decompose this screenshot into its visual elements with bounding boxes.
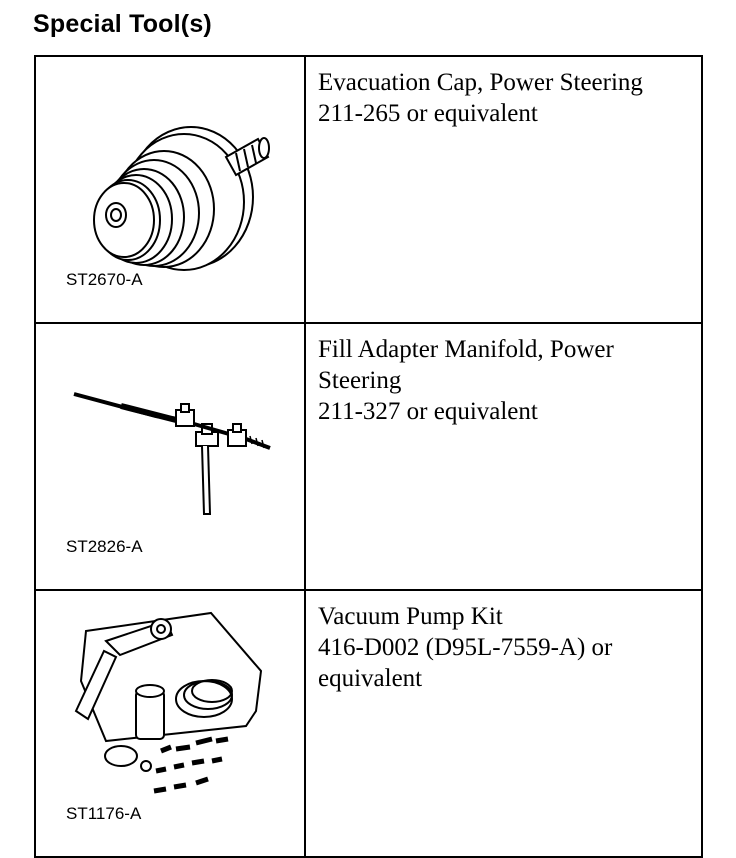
tool-row <box>35 323 702 590</box>
tool-name: Fill Adapter Manifold, Power Steering <box>318 336 614 394</box>
special-tools-table <box>34 55 703 858</box>
tool-image-cell <box>35 590 305 857</box>
tool-part-number: 416-D002 (D95L-7559-A) or equivalent <box>318 634 613 692</box>
section-title: Special Tool(s) <box>33 10 212 38</box>
tool-image-cell <box>35 56 305 323</box>
tool-code: ST2670-A <box>66 270 143 289</box>
tool-code: ST2826-A <box>66 537 143 556</box>
tool-name: Vacuum Pump Kit <box>318 603 503 630</box>
tool-description <box>305 56 702 323</box>
tool-name: Evacuation Cap, Power Steering <box>318 69 643 96</box>
tool-description <box>305 590 702 857</box>
tool-row <box>35 590 702 857</box>
tool-description <box>305 323 702 590</box>
tool-code: ST1176-A <box>66 804 142 823</box>
tool-image-cell <box>35 323 305 590</box>
tool-part-number: 211-327 or equivalent <box>318 398 538 425</box>
tool-part-number: 211-265 or equivalent <box>318 100 538 127</box>
tool-row <box>35 56 702 323</box>
